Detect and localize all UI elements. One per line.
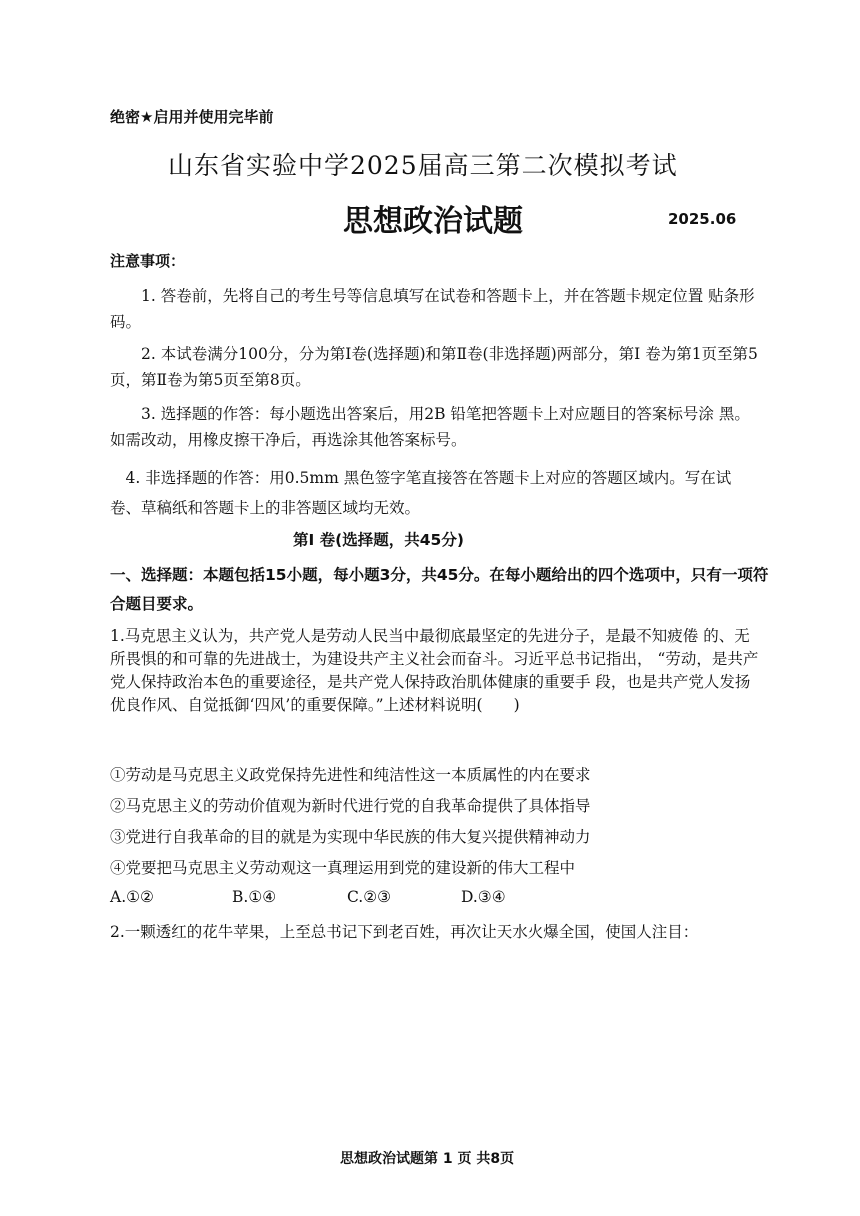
page-footer: 思想政治试题第 1 页 共8页 (340, 1151, 515, 1167)
question-1-option-a: A.①② (110, 888, 154, 906)
question-1-statement-3: ③党进行自我革命的目的就是为实现中华民族的伟大复兴提供精神动力 (110, 828, 591, 846)
notice-item-1: 1. 答卷前，先将自己的考生号等信息填写在试卷和答题卡上，并在答题卡规定位置 贴条形码。 (110, 287, 755, 331)
notice-item-4: 4. 非选择题的作答：用0.5mm 黑色签字笔直接答在答题卡上对应的答题区域内。写在试卷、草稿纸和答题卡上的非答题区域均无效。 (110, 469, 732, 517)
confidential-label: 绝密★启用并使用完毕前 (110, 108, 274, 126)
question-1-statement-1: ①劳动是马克思主义政党保持先进性和纯洁性这一本质属性的内在要求 (110, 766, 591, 784)
question-1-option-d: D.③④ (461, 888, 506, 906)
notice-item-3: 3. 选择题的作答：每小题选出答案后，用2B 铅笔把答题卡上对应题目的答案标号涂 黑。如需改动，用橡皮擦干净后，再选涂其他答案标号。 (110, 405, 750, 449)
question-1-statement-2: ②马克思主义的劳动价值观为新时代进行党的自我革命提供了具体指导 (110, 797, 591, 815)
section-title: 第I 卷(选择题，共45分) (293, 531, 464, 549)
subject-title: 思想政治试题 (343, 204, 523, 239)
question-1-option-c: C.②③ (347, 888, 392, 906)
notice-item-2: 2. 本试卷满分100分，分为第Ⅰ卷(选择题)和第Ⅱ卷(非选择题)两部分，第Ⅰ 卷为第1页至第5页，第Ⅱ卷为第5页至第8页。 (110, 345, 758, 389)
question-1-option-b: B.①④ (232, 888, 277, 906)
section-instruction: 一、选择题：本题包括15小题，每小题3分，共45分。在每小题给出的四个选项中，只有一项符合题目要求。 (110, 566, 769, 613)
question-2-stem: 2.一颗透红的花牛苹果，上至总书记下到老百姓，再次让天水火爆全国，使国人注目： (110, 923, 699, 941)
school-exam-title: 山东省实验中学2025届高三第二次模拟考试 (168, 151, 678, 180)
question-1-statement-4: ④党要把马克思主义劳动观这一真理运用到党的建设新的伟大工程中 (110, 859, 576, 877)
notice-heading: 注意事项： (110, 252, 186, 270)
question-1-stem: 1.马克思主义认为，共产党人是劳动人民当中最彻底最坚定的先进分子，是最不知疲倦 的、无所畏惧的和可靠的先进战士，为建设共产主义社会而奋斗。习近平总书记指出， “劳动，是共产党人保持政治本色的重要途径，是共产党人保持政治肌体健康的重要手 段，也是共产党人发扬优良作风、自觉抵御‘四风’的重要保障。”上述材料说明( ) (110, 627, 759, 714)
exam-date: 2025.06 (668, 210, 737, 228)
